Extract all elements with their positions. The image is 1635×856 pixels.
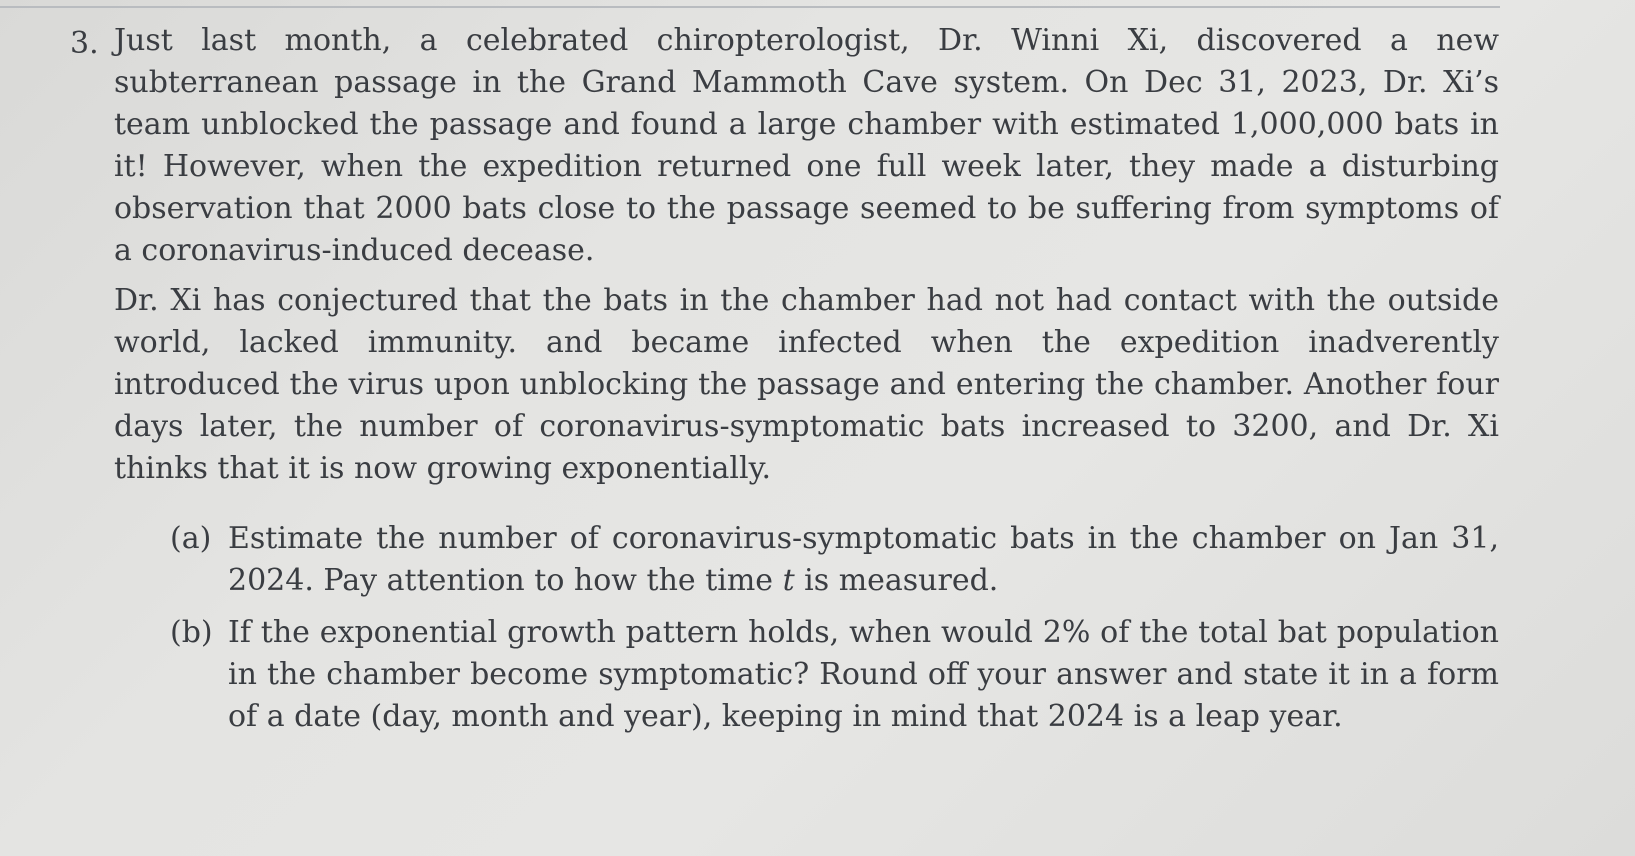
problem-3 [70,20,1500,738]
top-divider [0,6,1500,8]
subpart-a-text-end: is measured. [794,563,999,598]
subpart-a-text [228,521,1499,598]
problem-body [114,20,1499,738]
subparts-list [170,518,1499,738]
time-variable: t [782,563,795,598]
subpart-a [170,518,1499,602]
subpart-b-text: If the exponential growth pattern holds, when would 2% of the total bat population in the chamber become symptomatic? Round off your answer and state it in a form of a date (day, month and year), keeping in mind that 2024 is a leap year. [228,615,1499,734]
subpart-b-label: (b) [170,615,213,650]
problem-paragraph-2: Dr. Xi has conjectured that the bats in the chamber had not had contact with the outside world, lacked immunity. and became infected when the expedition inadverently introduced the virus upon unblocking the passage and entering the chamber. Another four days later, the number of coronavirus-symptomatic bats increased to 3200, and Dr. Xi thinks that it is now growing exponentially. [114,283,1499,486]
subpart-b [170,612,1499,738]
subpart-a-label: (a) [170,521,212,556]
problem-paragraph-1: Just last month, a celebrated chiropterologist, Dr. Winni Xi, discovered a new subterranean passage in the Grand Mammoth Cave system. On Dec 31, 2023, Dr. Xi’s team unblocked the passage and found a large chamber with estimated 1,000,000 bats in it! However, when the expedition returned one full week later, they made a disturbing observation that 2000 bats close to the passage seemed to be suffering from symptoms of a coronavirus-induced decease. [114,23,1499,268]
subpart-a-text-start: Estimate the number of coronavirus-symptomatic bats in the chamber on Jan 31, 2024. Pay attention to how the time [228,521,1499,598]
problem-number: 3. [70,26,99,61]
